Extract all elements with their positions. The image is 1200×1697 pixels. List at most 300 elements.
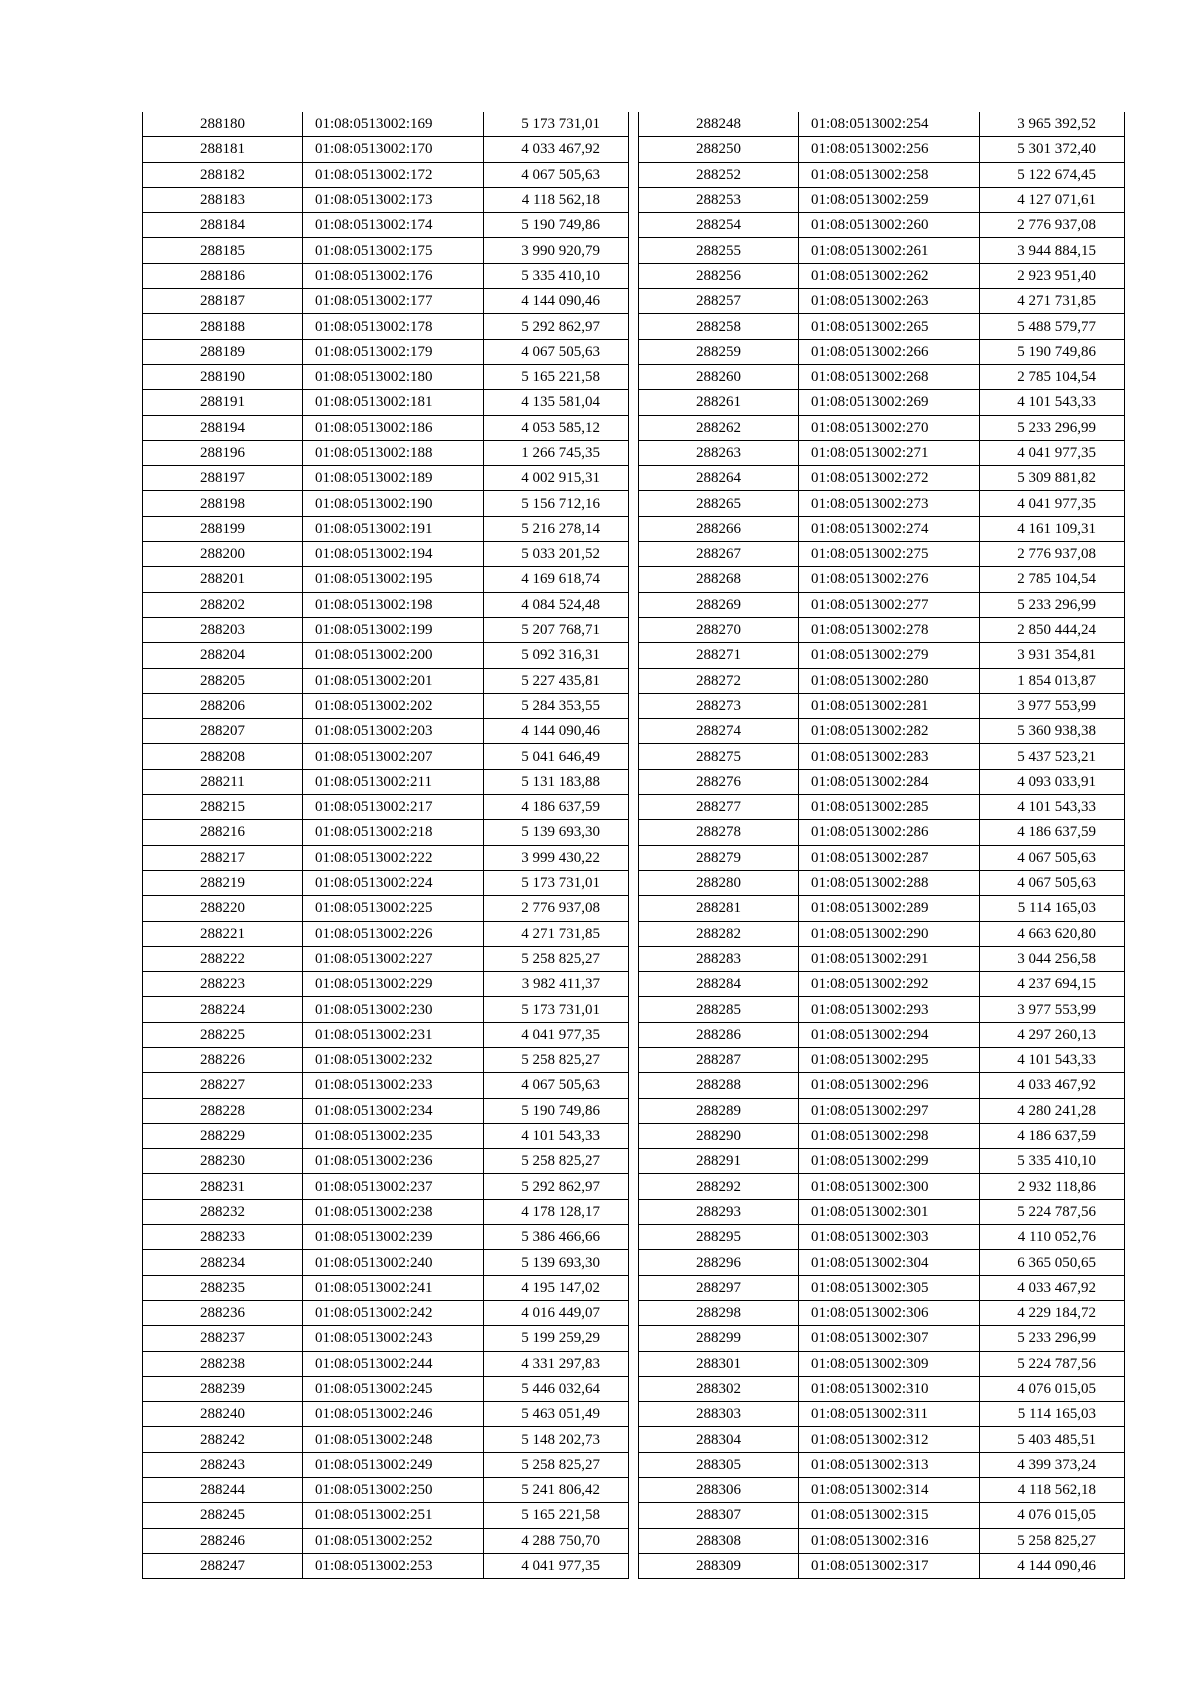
row-number-cell: 288232 [143, 1199, 303, 1224]
cadastral-number-cell: 01:08:0513002:275 [799, 542, 980, 567]
table-row [143, 870, 629, 895]
table-row [143, 112, 629, 137]
table-row [639, 1225, 1125, 1250]
cadastral-number-cell: 01:08:0513002:236 [303, 1149, 484, 1174]
cadastral-number-cell: 01:08:0513002:268 [799, 364, 980, 389]
row-number-cell: 288217 [143, 845, 303, 870]
row-number-cell: 288223 [143, 972, 303, 997]
cadastral-value-cell: 5 114 165,03 [980, 1402, 1125, 1427]
cadastral-value-cell: 4 067 505,63 [980, 845, 1125, 870]
cadastral-number-cell: 01:08:0513002:226 [303, 921, 484, 946]
row-number-cell: 288236 [143, 1300, 303, 1325]
table-row [143, 415, 629, 440]
table-row [639, 744, 1125, 769]
cadastral-value-cell: 2 923 951,40 [980, 263, 1125, 288]
table-body-left [143, 112, 629, 1579]
cadastral-number-cell: 01:08:0513002:277 [799, 592, 980, 617]
cadastral-value-cell: 5 258 825,27 [484, 1149, 629, 1174]
cadastral-value-cell: 3 044 256,58 [980, 946, 1125, 971]
cadastral-number-cell: 01:08:0513002:242 [303, 1300, 484, 1325]
table-row [639, 668, 1125, 693]
row-number-cell: 288206 [143, 693, 303, 718]
cadastral-number-cell: 01:08:0513002:246 [303, 1402, 484, 1427]
row-number-cell: 288278 [639, 820, 799, 845]
cadastral-value-cell: 3 965 392,52 [980, 112, 1125, 137]
row-number-cell: 288191 [143, 390, 303, 415]
row-number-cell: 288263 [639, 440, 799, 465]
table-row [143, 693, 629, 718]
row-number-cell: 288275 [639, 744, 799, 769]
table-row [143, 744, 629, 769]
table-row [143, 921, 629, 946]
table-row [639, 1174, 1125, 1199]
row-number-cell: 288288 [639, 1073, 799, 1098]
table-row [143, 1199, 629, 1224]
table-row [639, 1503, 1125, 1528]
row-number-cell: 288205 [143, 668, 303, 693]
cadastral-value-cell: 5 207 768,71 [484, 617, 629, 642]
row-number-cell: 288237 [143, 1326, 303, 1351]
cadastral-value-cell: 5 309 881,82 [980, 466, 1125, 491]
table-row [143, 845, 629, 870]
row-number-cell: 288246 [143, 1528, 303, 1553]
table-row [639, 1528, 1125, 1553]
table-row [143, 1123, 629, 1148]
row-number-cell: 288270 [639, 617, 799, 642]
row-number-cell: 288226 [143, 1047, 303, 1072]
row-number-cell: 288231 [143, 1174, 303, 1199]
cadastral-number-cell: 01:08:0513002:292 [799, 972, 980, 997]
table-row [143, 1478, 629, 1503]
row-number-cell: 288227 [143, 1073, 303, 1098]
cadastral-value-cell: 5 165 221,58 [484, 1503, 629, 1528]
cadastral-value-cell: 4 033 467,92 [980, 1275, 1125, 1300]
cadastral-value-table-left [142, 112, 629, 1579]
cadastral-value-cell: 4 101 543,33 [484, 1123, 629, 1148]
cadastral-value-cell: 4 280 241,28 [980, 1098, 1125, 1123]
row-number-cell: 288242 [143, 1427, 303, 1452]
cadastral-number-cell: 01:08:0513002:265 [799, 314, 980, 339]
cadastral-number-cell: 01:08:0513002:301 [799, 1199, 980, 1224]
table-row [143, 1250, 629, 1275]
cadastral-value-cell: 5 258 825,27 [484, 1047, 629, 1072]
row-number-cell: 288187 [143, 289, 303, 314]
row-number-cell: 288295 [639, 1225, 799, 1250]
row-number-cell: 288309 [639, 1553, 799, 1578]
table-row [143, 466, 629, 491]
cadastral-value-cell: 1 266 745,35 [484, 440, 629, 465]
row-number-cell: 288286 [639, 1022, 799, 1047]
cadastral-number-cell: 01:08:0513002:231 [303, 1022, 484, 1047]
row-number-cell: 288281 [639, 896, 799, 921]
row-number-cell: 288186 [143, 263, 303, 288]
cadastral-value-cell: 5 156 712,16 [484, 491, 629, 516]
cadastral-value-cell: 4 076 015,05 [980, 1376, 1125, 1401]
row-number-cell: 288264 [639, 466, 799, 491]
table-row [639, 213, 1125, 238]
table-row [143, 542, 629, 567]
row-number-cell: 288252 [639, 162, 799, 187]
cadastral-value-cell: 5 233 296,99 [980, 415, 1125, 440]
row-number-cell: 288245 [143, 1503, 303, 1528]
table-row [639, 921, 1125, 946]
cadastral-value-cell: 4 169 618,74 [484, 567, 629, 592]
row-number-cell: 288239 [143, 1376, 303, 1401]
cadastral-number-cell: 01:08:0513002:222 [303, 845, 484, 870]
cadastral-value-cell: 4 195 147,02 [484, 1275, 629, 1300]
table-row [639, 137, 1125, 162]
cadastral-number-cell: 01:08:0513002:189 [303, 466, 484, 491]
cadastral-value-cell: 5 122 674,45 [980, 162, 1125, 187]
table-row [143, 238, 629, 263]
row-number-cell: 288228 [143, 1098, 303, 1123]
cadastral-value-cell: 4 101 543,33 [980, 795, 1125, 820]
row-number-cell: 288250 [639, 137, 799, 162]
cadastral-number-cell: 01:08:0513002:202 [303, 693, 484, 718]
row-number-cell: 288207 [143, 719, 303, 744]
cadastral-number-cell: 01:08:0513002:234 [303, 1098, 484, 1123]
row-number-cell: 288293 [639, 1199, 799, 1224]
cadastral-number-cell: 01:08:0513002:178 [303, 314, 484, 339]
cadastral-value-cell: 4 271 731,85 [980, 289, 1125, 314]
table-row [639, 1553, 1125, 1578]
cadastral-number-cell: 01:08:0513002:294 [799, 1022, 980, 1047]
row-number-cell: 288188 [143, 314, 303, 339]
table-row [639, 314, 1125, 339]
cadastral-number-cell: 01:08:0513002:176 [303, 263, 484, 288]
cadastral-number-cell: 01:08:0513002:173 [303, 187, 484, 212]
cadastral-number-cell: 01:08:0513002:311 [799, 1402, 980, 1427]
cadastral-number-cell: 01:08:0513002:289 [799, 896, 980, 921]
table-row [639, 592, 1125, 617]
cadastral-number-cell: 01:08:0513002:269 [799, 390, 980, 415]
cadastral-number-cell: 01:08:0513002:240 [303, 1250, 484, 1275]
cadastral-value-cell: 4 084 524,48 [484, 592, 629, 617]
table-row [639, 1351, 1125, 1376]
cadastral-number-cell: 01:08:0513002:170 [303, 137, 484, 162]
row-number-cell: 288181 [143, 137, 303, 162]
table-row [639, 946, 1125, 971]
cadastral-value-cell: 4 663 620,80 [980, 921, 1125, 946]
table-row [639, 466, 1125, 491]
table-row [639, 1149, 1125, 1174]
table-row [639, 1098, 1125, 1123]
row-number-cell: 288272 [639, 668, 799, 693]
table-row [143, 668, 629, 693]
cadastral-value-cell: 4 101 543,33 [980, 390, 1125, 415]
cadastral-value-cell: 5 190 749,86 [484, 213, 629, 238]
cadastral-number-cell: 01:08:0513002:207 [303, 744, 484, 769]
cadastral-value-cell: 5 360 938,38 [980, 719, 1125, 744]
cadastral-number-cell: 01:08:0513002:248 [303, 1427, 484, 1452]
table-row [143, 339, 629, 364]
row-number-cell: 288308 [639, 1528, 799, 1553]
table-row [639, 1123, 1125, 1148]
cadastral-value-cell: 5 233 296,99 [980, 1326, 1125, 1351]
row-number-cell: 288201 [143, 567, 303, 592]
cadastral-number-cell: 01:08:0513002:195 [303, 567, 484, 592]
cadastral-value-cell: 4 041 977,35 [980, 491, 1125, 516]
table-row [639, 1199, 1125, 1224]
row-number-cell: 288198 [143, 491, 303, 516]
cadastral-value-cell: 5 258 825,27 [484, 1452, 629, 1477]
table-row [143, 314, 629, 339]
cadastral-value-cell: 4 237 694,15 [980, 972, 1125, 997]
row-number-cell: 288183 [143, 187, 303, 212]
row-number-cell: 288220 [143, 896, 303, 921]
table-row [639, 896, 1125, 921]
table-body-right [639, 112, 1125, 1579]
table-row [639, 820, 1125, 845]
cadastral-value-cell: 2 785 104,54 [980, 364, 1125, 389]
cadastral-value-cell: 2 776 937,08 [980, 542, 1125, 567]
cadastral-value-table-right [638, 112, 1125, 1579]
cadastral-number-cell: 01:08:0513002:298 [799, 1123, 980, 1148]
cadastral-value-cell: 5 258 825,27 [484, 946, 629, 971]
cadastral-value-cell: 5 092 316,31 [484, 643, 629, 668]
cadastral-value-cell: 4 016 449,07 [484, 1300, 629, 1325]
row-number-cell: 288276 [639, 769, 799, 794]
row-number-cell: 288290 [639, 1123, 799, 1148]
table-row [143, 1528, 629, 1553]
table-row [143, 491, 629, 516]
cadastral-number-cell: 01:08:0513002:244 [303, 1351, 484, 1376]
cadastral-number-cell: 01:08:0513002:217 [303, 795, 484, 820]
cadastral-value-cell: 5 437 523,21 [980, 744, 1125, 769]
cadastral-value-cell: 2 932 118,86 [980, 1174, 1125, 1199]
cadastral-value-cell: 4 053 585,12 [484, 415, 629, 440]
cadastral-value-cell: 4 041 977,35 [484, 1553, 629, 1578]
cadastral-value-cell: 4 297 260,13 [980, 1022, 1125, 1047]
row-number-cell: 288234 [143, 1250, 303, 1275]
cadastral-value-cell: 5 216 278,14 [484, 516, 629, 541]
table-row [143, 1376, 629, 1401]
row-number-cell: 288259 [639, 339, 799, 364]
cadastral-number-cell: 01:08:0513002:274 [799, 516, 980, 541]
table-row [639, 263, 1125, 288]
cadastral-number-cell: 01:08:0513002:317 [799, 1553, 980, 1578]
cadastral-number-cell: 01:08:0513002:238 [303, 1199, 484, 1224]
row-number-cell: 288274 [639, 719, 799, 744]
row-number-cell: 288258 [639, 314, 799, 339]
row-number-cell: 288257 [639, 289, 799, 314]
table-row [143, 1098, 629, 1123]
table-row [639, 1022, 1125, 1047]
row-number-cell: 288200 [143, 542, 303, 567]
cadastral-number-cell: 01:08:0513002:249 [303, 1452, 484, 1477]
row-number-cell: 288273 [639, 693, 799, 718]
cadastral-number-cell: 01:08:0513002:314 [799, 1478, 980, 1503]
cadastral-value-cell: 5 284 353,55 [484, 693, 629, 718]
row-number-cell: 288301 [639, 1351, 799, 1376]
cadastral-number-cell: 01:08:0513002:227 [303, 946, 484, 971]
cadastral-number-cell: 01:08:0513002:281 [799, 693, 980, 718]
cadastral-number-cell: 01:08:0513002:312 [799, 1427, 980, 1452]
cadastral-value-cell: 3 931 354,81 [980, 643, 1125, 668]
cadastral-value-cell: 4 399 373,24 [980, 1452, 1125, 1477]
cadastral-value-cell: 5 139 693,30 [484, 820, 629, 845]
cadastral-number-cell: 01:08:0513002:303 [799, 1225, 980, 1250]
table-row [639, 339, 1125, 364]
cadastral-number-cell: 01:08:0513002:245 [303, 1376, 484, 1401]
table-row [639, 1300, 1125, 1325]
cadastral-number-cell: 01:08:0513002:295 [799, 1047, 980, 1072]
row-number-cell: 288184 [143, 213, 303, 238]
row-number-cell: 288307 [639, 1503, 799, 1528]
cadastral-value-cell: 4 067 505,63 [484, 1073, 629, 1098]
table-row [639, 1073, 1125, 1098]
cadastral-value-cell: 5 041 646,49 [484, 744, 629, 769]
cadastral-number-cell: 01:08:0513002:169 [303, 112, 484, 137]
cadastral-value-cell: 5 224 787,56 [980, 1351, 1125, 1376]
table-row [639, 719, 1125, 744]
cadastral-value-cell: 2 776 937,08 [980, 213, 1125, 238]
table-row [639, 440, 1125, 465]
cadastral-number-cell: 01:08:0513002:309 [799, 1351, 980, 1376]
cadastral-value-cell: 5 190 749,86 [484, 1098, 629, 1123]
table-row [639, 1427, 1125, 1452]
row-number-cell: 288305 [639, 1452, 799, 1477]
cadastral-number-cell: 01:08:0513002:177 [303, 289, 484, 314]
table-row [639, 795, 1125, 820]
cadastral-value-cell: 1 854 013,87 [980, 668, 1125, 693]
cadastral-number-cell: 01:08:0513002:299 [799, 1149, 980, 1174]
row-number-cell: 288256 [639, 263, 799, 288]
table-row [639, 845, 1125, 870]
cadastral-number-cell: 01:08:0513002:243 [303, 1326, 484, 1351]
cadastral-number-cell: 01:08:0513002:232 [303, 1047, 484, 1072]
row-number-cell: 288298 [639, 1300, 799, 1325]
row-number-cell: 288216 [143, 820, 303, 845]
table-row [639, 1250, 1125, 1275]
cadastral-number-cell: 01:08:0513002:198 [303, 592, 484, 617]
cadastral-value-cell: 5 131 183,88 [484, 769, 629, 794]
cadastral-number-cell: 01:08:0513002:235 [303, 1123, 484, 1148]
table-row [639, 1402, 1125, 1427]
table-row [639, 617, 1125, 642]
cadastral-value-cell: 3 977 553,99 [980, 693, 1125, 718]
table-row [143, 719, 629, 744]
table-row [143, 516, 629, 541]
table-row [639, 643, 1125, 668]
row-number-cell: 288197 [143, 466, 303, 491]
cadastral-number-cell: 01:08:0513002:272 [799, 466, 980, 491]
cadastral-value-cell: 4 033 467,92 [484, 137, 629, 162]
row-number-cell: 288235 [143, 1275, 303, 1300]
row-number-cell: 288230 [143, 1149, 303, 1174]
table-row [143, 289, 629, 314]
cadastral-number-cell: 01:08:0513002:296 [799, 1073, 980, 1098]
row-number-cell: 288282 [639, 921, 799, 946]
row-number-cell: 288283 [639, 946, 799, 971]
cadastral-number-cell: 01:08:0513002:258 [799, 162, 980, 187]
table-row [639, 1275, 1125, 1300]
row-number-cell: 288302 [639, 1376, 799, 1401]
cadastral-value-cell: 4 033 467,92 [980, 1073, 1125, 1098]
cadastral-number-cell: 01:08:0513002:285 [799, 795, 980, 820]
row-number-cell: 288225 [143, 1022, 303, 1047]
row-number-cell: 288240 [143, 1402, 303, 1427]
table-row [143, 795, 629, 820]
table-row [639, 491, 1125, 516]
table-row [143, 137, 629, 162]
cadastral-number-cell: 01:08:0513002:271 [799, 440, 980, 465]
cadastral-number-cell: 01:08:0513002:270 [799, 415, 980, 440]
row-number-cell: 288229 [143, 1123, 303, 1148]
cadastral-value-cell: 5 233 296,99 [980, 592, 1125, 617]
row-number-cell: 288268 [639, 567, 799, 592]
cadastral-value-cell: 5 199 259,29 [484, 1326, 629, 1351]
table-row [639, 972, 1125, 997]
cadastral-number-cell: 01:08:0513002:290 [799, 921, 980, 946]
cadastral-value-cell: 4 144 090,46 [484, 289, 629, 314]
table-row [143, 1503, 629, 1528]
cadastral-number-cell: 01:08:0513002:313 [799, 1452, 980, 1477]
row-number-cell: 288203 [143, 617, 303, 642]
cadastral-value-cell: 5 033 201,52 [484, 542, 629, 567]
row-number-cell: 288306 [639, 1478, 799, 1503]
row-number-cell: 288267 [639, 542, 799, 567]
cadastral-number-cell: 01:08:0513002:261 [799, 238, 980, 263]
cadastral-number-cell: 01:08:0513002:233 [303, 1073, 484, 1098]
row-number-cell: 288296 [639, 1250, 799, 1275]
cadastral-value-cell: 5 488 579,77 [980, 314, 1125, 339]
cadastral-number-cell: 01:08:0513002:174 [303, 213, 484, 238]
cadastral-number-cell: 01:08:0513002:283 [799, 744, 980, 769]
table-row [143, 1047, 629, 1072]
table-row [143, 896, 629, 921]
table-row [639, 390, 1125, 415]
row-number-cell: 288190 [143, 364, 303, 389]
cadastral-number-cell: 01:08:0513002:253 [303, 1553, 484, 1578]
cadastral-number-cell: 01:08:0513002:300 [799, 1174, 980, 1199]
cadastral-value-cell: 5 241 806,42 [484, 1478, 629, 1503]
cadastral-value-cell: 4 144 090,46 [484, 719, 629, 744]
row-number-cell: 288299 [639, 1326, 799, 1351]
cadastral-value-cell: 4 076 015,05 [980, 1503, 1125, 1528]
row-number-cell: 288182 [143, 162, 303, 187]
row-number-cell: 288244 [143, 1478, 303, 1503]
cadastral-number-cell: 01:08:0513002:230 [303, 997, 484, 1022]
table-row [143, 1452, 629, 1477]
cadastral-number-cell: 01:08:0513002:239 [303, 1225, 484, 1250]
table-row [639, 162, 1125, 187]
row-number-cell: 288208 [143, 744, 303, 769]
cadastral-value-cell: 4 288 750,70 [484, 1528, 629, 1553]
table-row [143, 1022, 629, 1047]
table-row [639, 516, 1125, 541]
row-number-cell: 288255 [639, 238, 799, 263]
cadastral-value-cell: 4 110 052,76 [980, 1225, 1125, 1250]
table-row [143, 1402, 629, 1427]
cadastral-number-cell: 01:08:0513002:172 [303, 162, 484, 187]
cadastral-number-cell: 01:08:0513002:266 [799, 339, 980, 364]
cadastral-value-cell: 4 002 915,31 [484, 466, 629, 491]
cadastral-number-cell: 01:08:0513002:291 [799, 946, 980, 971]
cadastral-number-cell: 01:08:0513002:280 [799, 668, 980, 693]
cadastral-value-cell: 4 186 637,59 [484, 795, 629, 820]
row-number-cell: 288221 [143, 921, 303, 946]
table-row [143, 567, 629, 592]
cadastral-value-cell: 5 139 693,30 [484, 1250, 629, 1275]
cadastral-value-cell: 2 785 104,54 [980, 567, 1125, 592]
cadastral-number-cell: 01:08:0513002:237 [303, 1174, 484, 1199]
cadastral-number-cell: 01:08:0513002:200 [303, 643, 484, 668]
cadastral-value-cell: 3 944 884,15 [980, 238, 1125, 263]
cadastral-number-cell: 01:08:0513002:190 [303, 491, 484, 516]
table-row [143, 213, 629, 238]
cadastral-value-cell: 5 386 466,66 [484, 1225, 629, 1250]
